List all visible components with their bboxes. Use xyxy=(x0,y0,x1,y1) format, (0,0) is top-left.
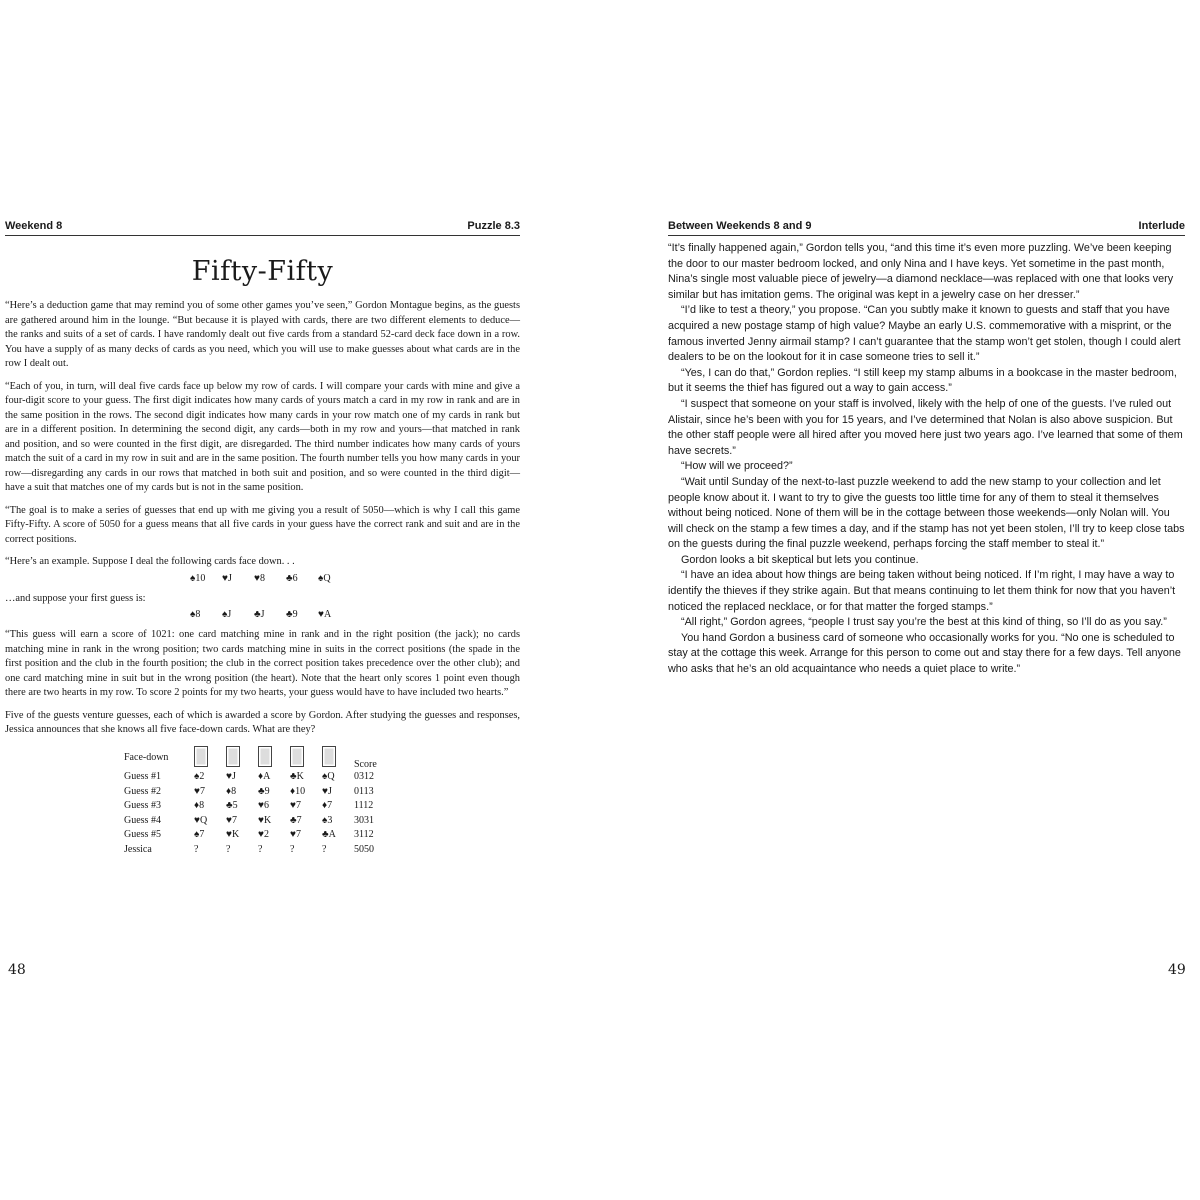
guess-label: Guess #1 xyxy=(124,771,161,783)
card: ♦8 xyxy=(194,800,205,812)
facedown-card-icon xyxy=(290,746,304,767)
header-section: Weekend 8 xyxy=(5,220,63,232)
card: ? xyxy=(194,843,199,855)
card: ♥7 xyxy=(194,785,205,797)
paragraph: Five of the guests venture guesses, each of which is awarded a score by Gordon. After studying the guesses and responses, Jessica announces that she knows all five face-down cards. What are they? xyxy=(5,709,520,735)
card: ♣K xyxy=(290,771,304,783)
facedown-card-icon xyxy=(194,746,208,767)
card: ♣6 xyxy=(286,572,298,584)
guess-row xyxy=(120,828,394,843)
card: ? xyxy=(226,843,231,855)
paragraph: Gordon looks a bit skeptical but lets you continue. xyxy=(681,553,919,566)
card: ♥A xyxy=(318,609,332,620)
guess-row xyxy=(120,770,394,785)
facedown-card-icon xyxy=(258,746,272,767)
paragraph: “Each of you, in turn, will deal five cards face up below my row of cards. I will compare your cards with mine and give a four-digit score to your guess. The first digit indicates how many cards of yours match a card in my row in rank and are in the same position in the rows. The second digit indicates how many cards in your row match one of my cards in rank but are in a different position. In determining the second digit, any cards—both in my row and yours—that matched in rank and position, and so were counted in the first digit, are disregarded. The third number indicates how many cards of yours match the suit of a card in my row in suit and are in the same position. The fourth number tells you how many cards in your row—disregarding any cards in our rows that matched in both suit and position, and so were counted in the third digit—have a suit that matches one of my cards but is not in the same position. xyxy=(5,380,520,493)
running-header xyxy=(5,220,520,236)
card: ? xyxy=(322,843,327,855)
card: ♥8 xyxy=(254,572,265,584)
header-puzzle: Puzzle 8.3 xyxy=(467,220,520,232)
card: ♣J xyxy=(254,609,265,620)
left-page xyxy=(5,220,520,857)
guess-label: Guess #2 xyxy=(124,785,161,797)
facedown-card-icon xyxy=(226,746,240,767)
guess-row xyxy=(120,842,394,857)
score: 1112 xyxy=(354,800,374,812)
card: ♦8 xyxy=(226,785,237,797)
header-chapter: Interlude xyxy=(1138,220,1185,232)
header-section: Between Weekends 8 and 9 xyxy=(668,220,812,232)
paragraph: …and suppose your first guess is: xyxy=(5,592,146,604)
card: ♠10 xyxy=(190,572,206,584)
card: ♦A xyxy=(258,771,271,783)
card: ♣5 xyxy=(226,800,238,812)
card: ♦7 xyxy=(322,800,333,812)
card: ♠2 xyxy=(194,771,205,783)
score-header: Score xyxy=(354,758,377,770)
paragraph: “How will we proceed?” xyxy=(681,460,793,473)
example-dealt-cards xyxy=(190,573,520,584)
card: ♥2 xyxy=(258,829,269,841)
running-header xyxy=(668,220,1185,236)
score: 3031 xyxy=(354,814,374,826)
card: ♣7 xyxy=(290,814,302,826)
paragraph: “Here’s an example. Suppose I deal the following cards face down. . . xyxy=(5,556,295,567)
card: ♠8 xyxy=(190,609,201,620)
paragraph: “I’d like to test a theory,” you propose. “Can you subtly make it known to guests and staff that you have acquired a new postage stamp of high value? Maybe an early U.S. commemorative with a misprint, or the famous inverted Jenny airmail stamp? I can’t guarantee that the stamp won’t get stolen, though I could alert dealers to be on the lookout for it in case someone tries to sell it.” xyxy=(668,304,1181,364)
card: ♥7 xyxy=(226,814,237,826)
guesses-table xyxy=(120,746,394,857)
card: ♥K xyxy=(226,829,240,841)
card: ♥6 xyxy=(258,800,269,812)
example-guess-cards xyxy=(190,609,520,620)
score: 0312 xyxy=(354,771,374,783)
facedown-label: Face-down xyxy=(124,752,169,763)
puzzle-text xyxy=(5,299,520,738)
guess-label: Guess #3 xyxy=(124,800,161,812)
card: ♣9 xyxy=(286,609,298,620)
right-page xyxy=(668,220,1185,678)
facedown-row xyxy=(120,746,394,770)
card: ♠7 xyxy=(194,829,205,841)
card: ♥J xyxy=(222,572,232,584)
card: ♥Q xyxy=(194,814,208,826)
card: ♠J xyxy=(222,609,232,620)
paragraph: “All right,” Gordon agrees, “people I trust say you’re the best at this kind of thing, so I’ll do as you say.” xyxy=(681,616,1167,629)
facedown-card-icon xyxy=(322,746,336,767)
paragraph: “Yes, I can do that,” Gordon replies. “I still keep my stamp albums in a bookcase in the master bedroom, but it seems the thief has figured out a way to gain access.” xyxy=(668,366,1177,395)
card: ♥J xyxy=(322,785,332,797)
score: 5050 xyxy=(354,843,374,855)
guess-row xyxy=(120,799,394,814)
paragraph: “Wait until Sunday of the next-to-last puzzle weekend to add the new stamp to your collection and let people know about it. I want to try to give the guests too little time for any of them to steal it themselves without being noticed. None of them will be in the cottage between those weekends—only Nolan will. You will check on the stamp a few times a day, and if the stamp has not yet been stolen, I’ll try to keep close tabs on the guests during the final puzzle weekend, perhaps forcing the staff member to steal it.” xyxy=(668,475,1185,551)
card: ♣A xyxy=(322,829,336,841)
score: 0113 xyxy=(354,785,374,797)
guess-row xyxy=(120,784,394,799)
score: 3112 xyxy=(354,829,374,841)
card: ♣9 xyxy=(258,785,270,797)
paragraph: “Here’s a deduction game that may remind you of some other games you’ve seen,” Gordon Montague begins, as the guests are gathered around him in the lounge. “But because it is played with cards, there are two different elements to deduce—the ranks and suits of a set of cards. I have randomly dealt out five cards from a standard 52-card deck face down in a row. You have a supply of as many decks of cards as you need, which you will use to make guesses about what cards are in the row I dealt out. xyxy=(5,300,520,369)
page-number: 49 xyxy=(1168,962,1186,978)
card: ♥J xyxy=(226,771,236,783)
card: ♦10 xyxy=(290,785,306,797)
guess-label: Jessica xyxy=(124,843,152,855)
card: ? xyxy=(290,843,295,855)
puzzle-title: Fifty-Fifty xyxy=(191,256,334,287)
card: ♠3 xyxy=(322,814,333,826)
guess-row xyxy=(120,813,394,828)
guess-label: Guess #4 xyxy=(124,814,161,826)
card: ♥K xyxy=(258,814,272,826)
page-number: 48 xyxy=(8,962,26,978)
paragraph: You hand Gordon a business card of someone who occasionally works for you. “No one is scheduled to stay at the cottage this week. Arrange for this person to come out and stay there for a few days. Tell anyone who asks that he’s an old acquaintance who needs a quiet place to write.” xyxy=(668,631,1181,676)
paragraph: “I suspect that someone on your staff is involved, likely with the help of one of the guests. I’ve ruled out Alistair, since he’s been with you for 15 years, and I’ve determined that Nolan is also above suspicion. But the other staff people were all hired after you moved here just two years ago. I’ve learned that some of them have secrets.” xyxy=(668,397,1183,457)
card: ♥7 xyxy=(290,800,301,812)
card: ? xyxy=(258,843,263,855)
card: ♠Q xyxy=(318,572,331,584)
card: ♥7 xyxy=(290,829,301,841)
card: ♠Q xyxy=(322,771,335,783)
paragraph: “This guess will earn a score of 1021: one card matching mine in rank and in the right position (the jack); no cards matching mine in rank in the wrong position; two cards matching mine in suits in the correct positions (the spade in the first position and the club in the fourth position; the club in the correct position takes precedence over the other club); and one card matching mine in suit but in the wrong position (the heart). Note that the heart only scores 1 point even though there are two hearts in my row. To score 2 points for my two hearts, your guess would have to have included two hearts.” xyxy=(5,629,520,698)
guess-label: Guess #5 xyxy=(124,829,161,841)
interlude-text xyxy=(668,241,1185,678)
paragraph: “The goal is to make a series of guesses that end up with me giving you a result of 5050—which is why I call this game Fifty-Fifty. A score of 5050 for a guess means that all five cards in your guess have the correct rank and suit and are in the correct positions. xyxy=(5,504,520,545)
paragraph: “It’s finally happened again,” Gordon tells you, “and this time it’s even more puzzling. We’ve been keeping the door to our master bedroom locked, and only Nina and I have keys. Yet sometime in the past month, Nina’s single most valuable piece of jewelry—a diamond necklace—was replaced with one that looks very similar but has imitation gems. The original was kept in a jewelry case on her dresser.” xyxy=(668,242,1174,301)
paragraph: “I have an idea about how things are being taken without being noticed. If I’m right, I may have a way to identify the thieves if they strike again. But that means continuing to let them think for now that you haven’t noticed the replaced necklace, or for that matter the forged stamps.” xyxy=(668,569,1176,613)
